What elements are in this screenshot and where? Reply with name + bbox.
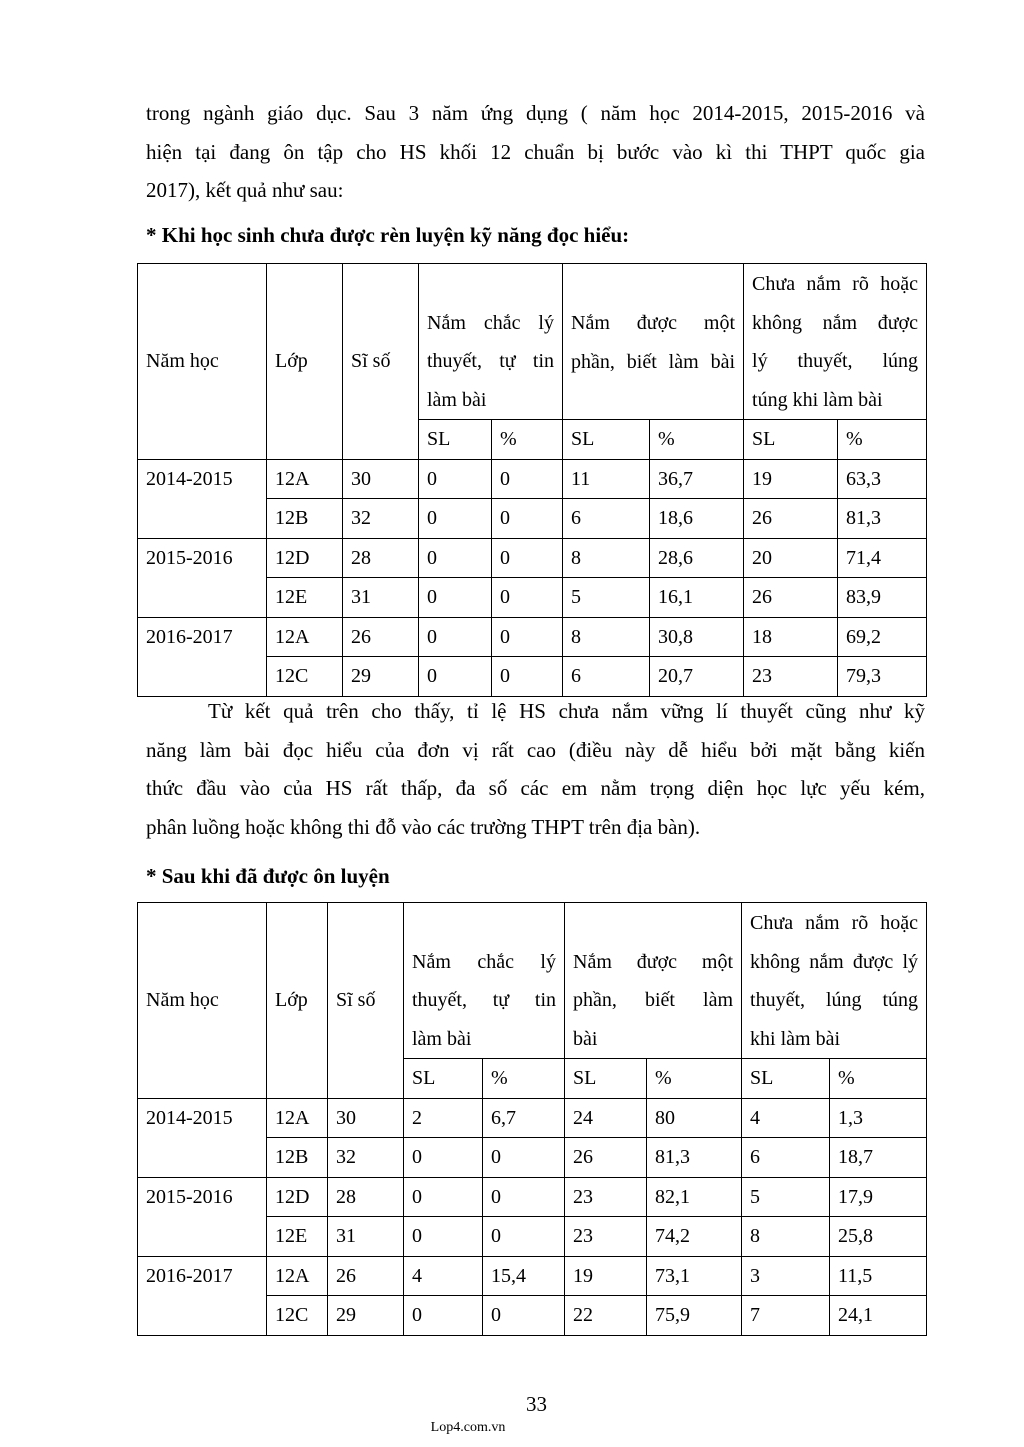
cell-size: 26 [328, 1256, 404, 1296]
table-row [138, 617, 927, 657]
cell-size: 31 [328, 1217, 404, 1257]
cell-g1-pct: 0 [483, 1296, 565, 1336]
cell-g2-pct: 73,1 [647, 1256, 742, 1296]
cell-g2-pct: 28,6 [650, 538, 744, 578]
cell-size: 29 [343, 657, 419, 697]
cell-g2-pct: 80 [647, 1098, 742, 1138]
header-sl: SL [565, 1059, 647, 1099]
cell-g1-sl: 0 [419, 459, 492, 499]
header-sl: SL [419, 420, 492, 460]
header-group-partial: Nắm được một phần, biết làm bài [563, 264, 744, 420]
cell-g1-sl: 0 [419, 657, 492, 697]
header-group-confident: Nắm chắc lý thuyết, tự tin làm bài [419, 264, 563, 420]
table-row [138, 1177, 927, 1217]
cell-class: 12B [267, 499, 343, 539]
cell-g1-sl: 0 [404, 1296, 483, 1336]
header-sl: SL [404, 1059, 483, 1099]
cell-size: 30 [328, 1098, 404, 1138]
cell-g2-pct: 20,7 [650, 657, 744, 697]
cell-class: 12D [267, 538, 343, 578]
cell-g3-pct: 24,1 [830, 1296, 927, 1336]
cell-class: 12D [267, 1177, 328, 1217]
cell-g3-pct: 81,3 [838, 499, 927, 539]
header-pct: % [838, 420, 927, 460]
header-pct: % [647, 1059, 742, 1099]
intro-line: trong ngành giáo dục. Sau 3 năm ứng dụng ( năm học 2014-2015, 2015-2016 và [146, 101, 925, 125]
cell-g3-pct: 69,2 [838, 617, 927, 657]
analysis-paragraph [146, 692, 925, 846]
cell-g3-pct: 63,3 [838, 459, 927, 499]
header-pct: % [830, 1059, 927, 1099]
cell-g1-pct: 0 [483, 1138, 565, 1178]
cell-g2-sl: 5 [563, 578, 650, 618]
cell-g3-pct: 18,7 [830, 1138, 927, 1178]
header-sl: SL [744, 420, 838, 460]
table-row [138, 1098, 927, 1138]
cell-g1-pct: 0 [492, 459, 563, 499]
cell-size: 32 [343, 499, 419, 539]
cell-g1-pct: 0 [492, 499, 563, 539]
cell-class: 12E [267, 578, 343, 618]
cell-size: 30 [343, 459, 419, 499]
intro-paragraph [146, 94, 925, 210]
cell-g1-pct: 0 [483, 1217, 565, 1257]
results-table-before [137, 263, 927, 697]
header-size: Sĩ số [328, 903, 404, 1099]
cell-g1-sl: 0 [419, 538, 492, 578]
cell-g3-pct: 71,4 [838, 538, 927, 578]
cell-class: 12C [267, 657, 343, 697]
cell-g1-sl: 0 [419, 578, 492, 618]
cell-year: 2016-2017 [138, 617, 267, 696]
cell-class: 12B [267, 1138, 328, 1178]
cell-g2-sl: 6 [563, 499, 650, 539]
cell-g1-sl: 0 [404, 1177, 483, 1217]
cell-g1-pct: 0 [492, 578, 563, 618]
cell-g2-sl: 8 [563, 538, 650, 578]
footer-site-label: Lop4.com.vn [430, 1420, 506, 1435]
cell-g2-pct: 18,6 [650, 499, 744, 539]
cell-size: 32 [328, 1138, 404, 1178]
cell-g1-sl: 0 [419, 499, 492, 539]
cell-g2-pct: 74,2 [647, 1217, 742, 1257]
cell-g2-pct: 81,3 [647, 1138, 742, 1178]
cell-g2-sl: 26 [565, 1138, 647, 1178]
header-year: Năm học [138, 264, 267, 460]
analysis-line: năng làm bài đọc hiểu của đơn vị rất cao (điều này dễ hiểu bởi mặt bằng kiến [146, 737, 925, 762]
header-group-partial: Nắm được một phần, biết làm bài [565, 903, 742, 1059]
cell-g2-sl: 23 [565, 1217, 647, 1257]
cell-g1-pct: 0 [483, 1177, 565, 1217]
analysis-line: thức đầu vào của HS rất thấp, đa số các em nằm trọng diện học lực yếu kém, [146, 776, 925, 800]
table-row [138, 538, 927, 578]
cell-g3-sl: 23 [744, 657, 838, 697]
cell-g2-sl: 24 [565, 1098, 647, 1138]
cell-g3-sl: 4 [742, 1098, 830, 1138]
header-group-unclear: Chưa nắm rõ hoặc không nắm được lý thuyết, lúng túng khi làm bài [744, 264, 927, 420]
header-sl: SL [563, 420, 650, 460]
cell-year: 2014-2015 [138, 1098, 267, 1177]
cell-size: 28 [343, 538, 419, 578]
cell-g2-sl: 11 [563, 459, 650, 499]
cell-class: 12A [267, 1098, 328, 1138]
cell-g1-sl: 4 [404, 1256, 483, 1296]
table-row [138, 459, 927, 499]
cell-g3-sl: 7 [742, 1296, 830, 1336]
cell-year: 2015-2016 [138, 538, 267, 617]
cell-g2-pct: 36,7 [650, 459, 744, 499]
header-pct: % [492, 420, 563, 460]
header-group-unclear: Chưa nắm rõ hoặc không nắm được lý thuyết, lúng túng khi làm bài [742, 903, 927, 1059]
cell-year: 2016-2017 [138, 1256, 267, 1335]
cell-class: 12E [267, 1217, 328, 1257]
cell-g3-pct: 11,5 [830, 1256, 927, 1296]
cell-class: 12C [267, 1296, 328, 1336]
page-number: 33 [526, 1392, 547, 1416]
cell-size: 28 [328, 1177, 404, 1217]
cell-g2-pct: 75,9 [647, 1296, 742, 1336]
cell-g3-pct: 83,9 [838, 578, 927, 618]
cell-g3-sl: 19 [744, 459, 838, 499]
header-pct: % [650, 420, 744, 460]
section-heading-before: * Khi học sinh chưa được rèn luyện kỹ năng đọc hiểu: [146, 223, 630, 247]
cell-g2-sl: 6 [563, 657, 650, 697]
cell-g1-sl: 2 [404, 1098, 483, 1138]
header-size: Sĩ số [343, 264, 419, 460]
intro-line: 2017), kết quả như sau: [146, 178, 344, 202]
table-row [138, 1256, 927, 1296]
cell-g3-sl: 5 [742, 1177, 830, 1217]
header-group-confident: Nắm chắc lý thuyết, tự tin làm bài [404, 903, 565, 1059]
header-year: Năm học [138, 903, 267, 1099]
cell-g2-pct: 30,8 [650, 617, 744, 657]
cell-size: 29 [328, 1296, 404, 1336]
header-class: Lớp [267, 903, 328, 1099]
header-sl: SL [742, 1059, 830, 1099]
analysis-line: Từ kết quả trên cho thấy, tỉ lệ HS chưa nắm vững lí thuyết cũng như kỹ [208, 699, 925, 723]
cell-g1-pct: 0 [492, 657, 563, 697]
cell-class: 12A [267, 1256, 328, 1296]
intro-line: hiện tại đang ôn tập cho HS khối 12 chuẩn bị bước vào kì thi THPT quốc gia [146, 139, 925, 164]
cell-g2-sl: 23 [565, 1177, 647, 1217]
cell-g2-sl: 22 [565, 1296, 647, 1336]
cell-g3-pct: 17,9 [830, 1177, 927, 1217]
cell-size: 26 [343, 617, 419, 657]
cell-class: 12A [267, 459, 343, 499]
header-class: Lớp [267, 264, 343, 460]
cell-g3-pct: 79,3 [838, 657, 927, 697]
cell-g3-pct: 1,3 [830, 1098, 927, 1138]
cell-g3-sl: 8 [742, 1217, 830, 1257]
cell-g3-sl: 26 [744, 578, 838, 618]
cell-g3-sl: 6 [742, 1138, 830, 1178]
cell-g1-pct: 15,4 [483, 1256, 565, 1296]
cell-g2-sl: 8 [563, 617, 650, 657]
cell-g1-sl: 0 [404, 1138, 483, 1178]
cell-g2-pct: 82,1 [647, 1177, 742, 1217]
cell-g1-pct: 0 [492, 538, 563, 578]
analysis-line: phân luồng hoặc không thi đỗ vào các trường THPT trên địa bàn). [146, 814, 701, 839]
cell-g1-pct: 6,7 [483, 1098, 565, 1138]
cell-g3-sl: 3 [742, 1256, 830, 1296]
cell-size: 31 [343, 578, 419, 618]
cell-g3-pct: 25,8 [830, 1217, 927, 1257]
cell-g3-sl: 20 [744, 538, 838, 578]
cell-g1-pct: 0 [492, 617, 563, 657]
header-pct: % [483, 1059, 565, 1099]
cell-g1-sl: 0 [404, 1217, 483, 1257]
cell-year: 2015-2016 [138, 1177, 267, 1256]
cell-g3-sl: 18 [744, 617, 838, 657]
section-heading-after: * Sau khi đã được ôn luyện [146, 864, 390, 888]
cell-class: 12A [267, 617, 343, 657]
cell-year: 2014-2015 [138, 459, 267, 538]
cell-g1-sl: 0 [419, 617, 492, 657]
cell-g2-pct: 16,1 [650, 578, 744, 618]
cell-g2-sl: 19 [565, 1256, 647, 1296]
cell-g3-sl: 26 [744, 499, 838, 539]
results-table-after [137, 902, 927, 1336]
